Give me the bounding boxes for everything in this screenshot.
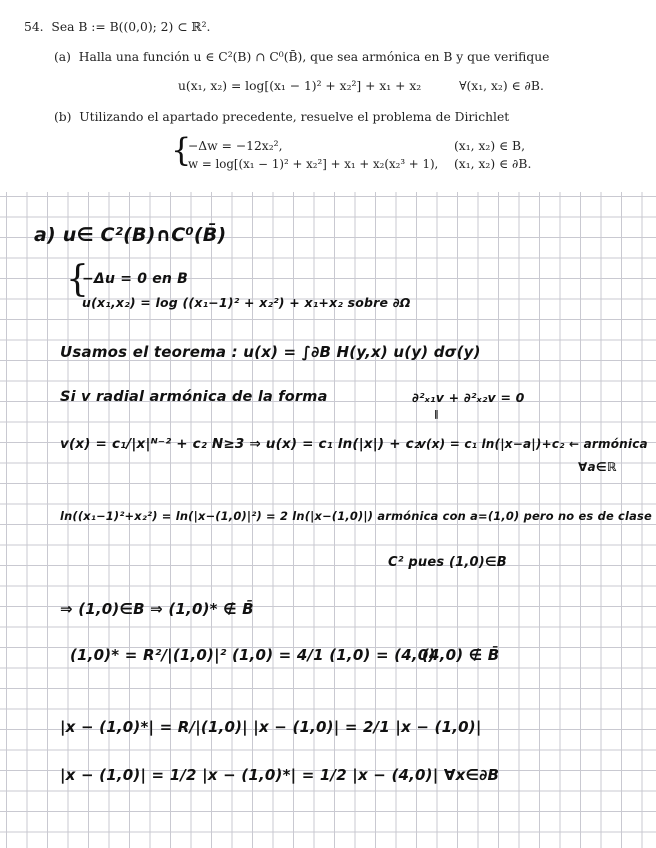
note-part-a: a) u∈ C²(B)∩C⁰(B̄) [34,224,227,246]
note-inversion: (1,0)* = R²/|(1,0)|² (1,0) = 4/1 (1,0) = (4,0) [70,646,436,664]
printed-problem [0,0,656,192]
note-harmonic: v(x) = c₁ ln(|x−a|)+c₂ ← armónica [418,437,648,451]
part-a-line [54,50,549,64]
part-a-cond: ∀(x₁, x₂) ∈ ∂B. [459,79,544,93]
sys-cond1: (x₁, x₂) ∈ B, [454,139,526,153]
sys-eq1: −Δw = −12x₂², [188,139,283,153]
part-b-line [54,110,509,124]
part-a-eq: u(x₁, x₂) = log[(x₁ − 1)² + x₂²] + x₁ + x₂ [178,79,422,93]
note-c2: C² pues (1,0)∈B [388,555,507,570]
part-b-label: (b) [54,110,72,124]
part-a-equation [178,79,544,93]
part-b-text: Utilizando el apartado precedente, resuelve el problema de Dirichlet [79,110,510,124]
note-brace: { [66,259,89,300]
part-a-label: (a) [54,50,71,64]
sys-cond2: (x₁, x₂) ∈ ∂B. [454,157,532,171]
note-implication: ⇒ (1,0)∈B ⇒ (1,0)* ∉ B̄ [60,600,254,618]
sys-eq2: w = log[(x₁ − 1)² + x₂²] + x₁ + x₂(x₂³ + 1), [188,157,439,171]
note-not-in-closure: (4,0) ∉ B̄ [422,646,500,664]
note-mark: ‖ [434,410,439,420]
note-log-identity: ln((x₁−1)²+x₂²) = ln(|x−(1,0)|²) = 2 ln(|x−(1,0)|) armónica con a=(1,0) pero no es de clase [60,509,652,523]
part-a-text: Halla una función u ∈ C²(B) ∩ C⁰(B̄), que sea armónica en B y que verifique [78,50,550,64]
system-brace: { [171,131,192,169]
problem-number: 54. [24,20,44,34]
note-radial-solution: v(x) = c₁/|x|ᴺ⁻² + c₂ N≥3 ⇒ u(x) = c₁ ln(|x|) + c₂ [60,436,420,452]
problem-header [24,20,210,34]
problem-statement: Sea B := B((0,0); 2) ⊂ ℝ². [51,20,211,34]
note-forall-a: ∀a∈ℝ [578,460,617,474]
note-laplace-expr: ∂²ₓ₁v + ∂²ₓ₂v = 0 [412,390,525,405]
note-laplace: −Δu = 0 en B [82,271,189,287]
note-distance-2: |x − (1,0)| = 1/2 |x − (1,0)*| = 1/2 |x − (4,0)| ∀x∈∂B [60,766,500,784]
note-theorem: Usamos el teorema : u(x) = ∫∂B H(y,x) u(y) dσ(y) [60,343,481,361]
note-boundary: u(x₁,x₂) = log ((x₁−1)² + x₂²) + x₁+x₂ sobre ∂Ω [82,295,411,310]
note-distance-1: |x − (1,0)*| = R/|(1,0)| |x − (1,0)| = 2/1 |x − (1,0)| [60,718,482,736]
note-radial: Si v radial armónica de la forma [60,389,328,405]
